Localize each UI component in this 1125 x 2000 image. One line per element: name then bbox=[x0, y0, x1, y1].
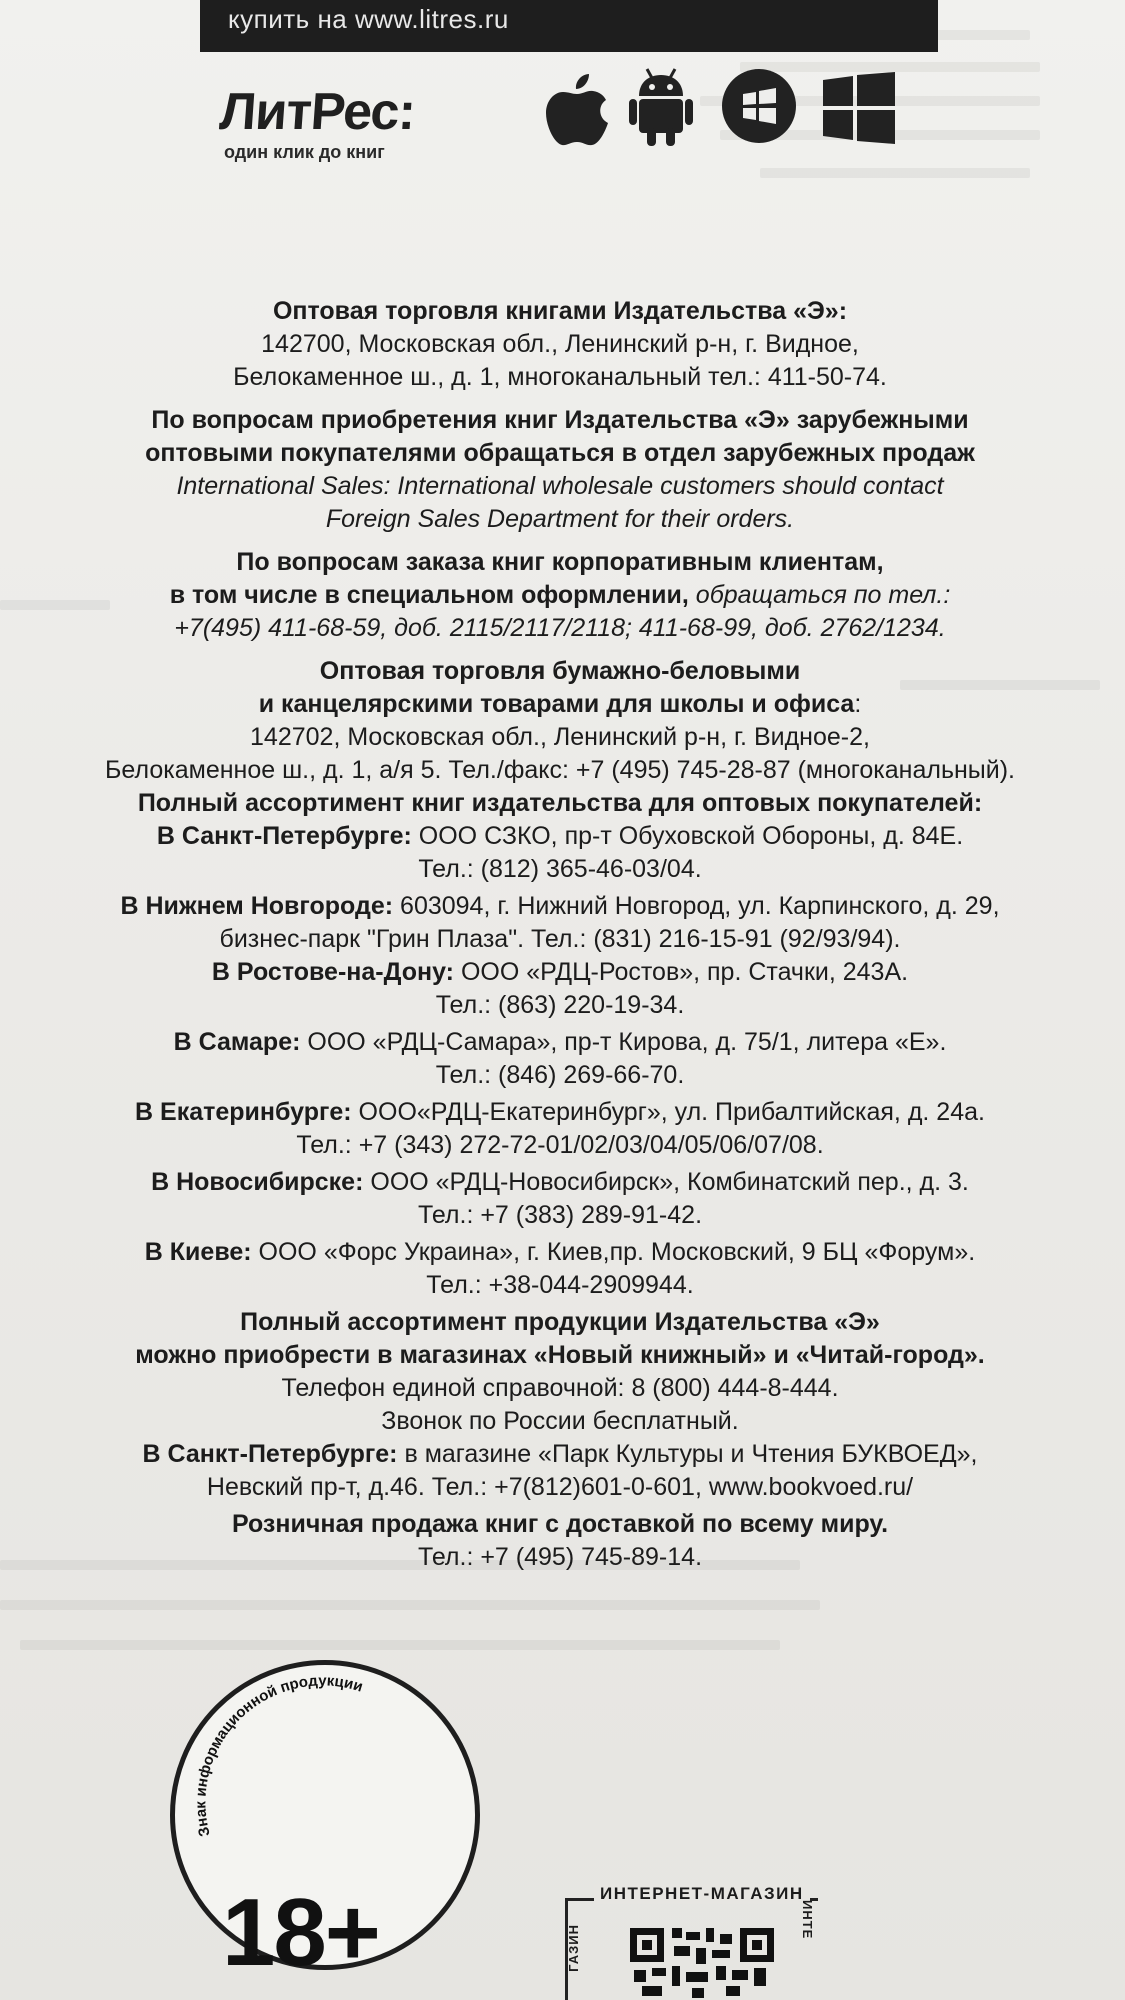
city-address: ООО «РДЦ-Ростов», пр. Стачки, 243А. bbox=[454, 958, 909, 986]
city-name: В Санкт-Петербурге: bbox=[156, 822, 412, 850]
foreign-sales-text: оптовыми покупателями обращаться в отдел зарубежных продаж bbox=[145, 439, 975, 467]
stationery-title bbox=[30, 688, 1090, 721]
wholesale-title: Оптовая торговля книгами Издательства «Э»: bbox=[272, 297, 848, 325]
city-entry bbox=[30, 820, 1090, 886]
windows-icon bbox=[823, 72, 895, 144]
foreign-sales-text: По вопросам приобретения книг Издательства «Э» зарубежными bbox=[151, 406, 969, 434]
stationery-bold: и канцелярскими товарами для школы и офиса bbox=[258, 690, 855, 718]
city-entry bbox=[30, 1236, 1090, 1302]
city-name: В Новосибирске: bbox=[151, 1168, 364, 1196]
city-entry bbox=[30, 1166, 1090, 1232]
show-through-line bbox=[20, 1640, 780, 1650]
spb-store-address: Невский пр-т, д.46. Тел.: +7(812)601-0-601, www.bookvoed.ru/ bbox=[206, 1473, 914, 1501]
city-line bbox=[30, 890, 1090, 923]
city-line bbox=[30, 820, 1090, 853]
android-icon bbox=[629, 66, 693, 148]
worldwide-delivery-title: Розничная продажа книг с доставкой по всему миру. bbox=[231, 1510, 889, 1538]
internet-shop-side-left: ГАЗИН bbox=[566, 1924, 581, 1972]
spb-store-text: в магазине «Парк Культуры и Чтения БУКВОЕД», bbox=[397, 1440, 978, 1468]
spb-store-line bbox=[30, 1438, 1090, 1471]
city-name: В Санкт-Петербурге: bbox=[142, 1440, 398, 1468]
retail-title: можно приобрести в магазинах «Новый книжный» и «Читай-город». bbox=[135, 1341, 985, 1369]
qr-code-icon bbox=[628, 1924, 778, 2000]
svg-text:Знак информационной продукции bbox=[192, 1672, 365, 1838]
city-phone: Тел.: +7 (343) 272-72-01/02/03/04/05/06/07/08. bbox=[296, 1131, 824, 1159]
city-phone: Тел.: (846) 269-66-70. bbox=[435, 1061, 685, 1089]
city-name: В Киеве: bbox=[144, 1238, 252, 1266]
litres-logo bbox=[217, 82, 417, 163]
logo-name: ЛитРес: bbox=[217, 83, 417, 141]
windows-phone-icon bbox=[721, 68, 797, 144]
city-entry bbox=[30, 1096, 1090, 1162]
retail-hotline: Телефон единой справочной: 8 (800) 444-8-444. bbox=[281, 1374, 839, 1402]
city-line bbox=[30, 1166, 1090, 1199]
city-phone: Тел.: +7 (383) 289-91-42. bbox=[417, 1201, 703, 1229]
city-line bbox=[30, 956, 1090, 989]
show-through-line bbox=[0, 1600, 820, 1610]
city-address: 603094, г. Нижний Новгород, ул. Карпинского, д. 29, bbox=[393, 892, 1000, 920]
city-phone: Тел.: (863) 220-19-34. bbox=[435, 991, 685, 1019]
platform-icons bbox=[545, 62, 905, 152]
city-address: ООО«РДЦ-Екатеринбург», ул. Прибалтийская, д. 24а. bbox=[351, 1098, 985, 1126]
regional-distributors bbox=[30, 820, 1090, 1302]
stationery-colon: : bbox=[854, 690, 862, 718]
city-address: ООО «РДЦ-Самара», пр-т Кирова, д. 75/1, литера «Е». bbox=[300, 1028, 947, 1056]
city-phone: Тел.: (812) 365-46-03/04. bbox=[418, 855, 702, 883]
stationery-address: Белокаменное ш., д. 1, а/я 5. Тел./факс: +7 (495) 745-28-87 (многоканальный). bbox=[105, 756, 1015, 784]
internet-shop-side-right: ИНТЕ bbox=[800, 1900, 815, 1940]
corporate-bold: в том числе в специальном оформлении, bbox=[169, 581, 689, 609]
city-name: В Нижнем Новгороде: bbox=[120, 892, 394, 920]
full-range-title: Полный ассортимент книг издательства для оптовых покупателей: bbox=[137, 789, 983, 817]
city-name: В Самаре: bbox=[173, 1028, 301, 1056]
city-entry bbox=[30, 890, 1090, 956]
age-rating-caption: Знак информационной продукции bbox=[192, 1672, 365, 1839]
corporate-italic: обращаться по тел.: bbox=[688, 581, 951, 609]
city-address: ООО СЗКО, пр-т Обуховской Обороны, д. 84Е. bbox=[411, 822, 964, 850]
worldwide-delivery-phone: Тел.: +7 (495) 745-89-14. bbox=[417, 1543, 703, 1571]
city-entry bbox=[30, 1026, 1090, 1092]
imprint-contacts bbox=[30, 295, 1090, 1574]
stationery-title: Оптовая торговля бумажно-беловыми bbox=[319, 657, 801, 685]
international-sales-text: International Sales: International wholesale customers should contact bbox=[176, 472, 944, 500]
city-line bbox=[30, 1096, 1090, 1129]
logo-slogan: один клик до книг bbox=[224, 142, 385, 162]
international-sales-text: Foreign Sales Department for their orders. bbox=[325, 505, 795, 533]
city-address: ООО «РДЦ-Новосибирск», Комбинатский пер., д. 3. bbox=[363, 1168, 969, 1196]
city-line bbox=[30, 1236, 1090, 1269]
retail-hotline-note: Звонок по России бесплатный. bbox=[381, 1407, 739, 1435]
city-name: В Екатеринбурге: bbox=[135, 1098, 352, 1126]
stationery-address: 142702, Московская обл., Ленинский р-н, г. Видное-2, bbox=[250, 723, 870, 751]
city-entry bbox=[30, 956, 1090, 1022]
wholesale-address: 142700, Московская обл., Ленинский р-н, г. Видное, bbox=[261, 330, 859, 358]
wholesale-address: Белокаменное ш., д. 1, многоканальный тел.: 411-50-74. bbox=[233, 363, 887, 391]
city-name: В Ростове-на-Дону: bbox=[211, 958, 454, 986]
internet-shop-label: ИНТЕРНЕТ-МАГАЗИН bbox=[594, 1884, 810, 1904]
corporate-clients-text bbox=[30, 579, 1090, 612]
age-rating-number: 18+ bbox=[222, 1879, 379, 1986]
city-address: ООО «Форс Украина», г. Киев,пр. Московский, 9 БЦ «Форум». bbox=[251, 1238, 976, 1266]
city-phone: бизнес-парк "Грин Плаза". Тел.: (831) 216-15-91 (92/93/94). bbox=[219, 925, 901, 953]
corporate-clients-text: По вопросам заказа книг корпоративным клиентам, bbox=[236, 548, 884, 576]
show-through-line bbox=[760, 168, 1030, 178]
apple-icon bbox=[545, 70, 609, 148]
retail-title: Полный ассортимент продукции Издательства «Э» bbox=[240, 1308, 880, 1336]
city-line bbox=[30, 1026, 1090, 1059]
banner-text: купить на www.litres.ru bbox=[228, 4, 509, 34]
corporate-phones: +7(495) 411-68-59, доб. 2115/2117/2118; 411-68-99, доб. 2762/1234. bbox=[174, 614, 946, 642]
city-phone: Тел.: +38-044-2909944. bbox=[426, 1271, 694, 1299]
